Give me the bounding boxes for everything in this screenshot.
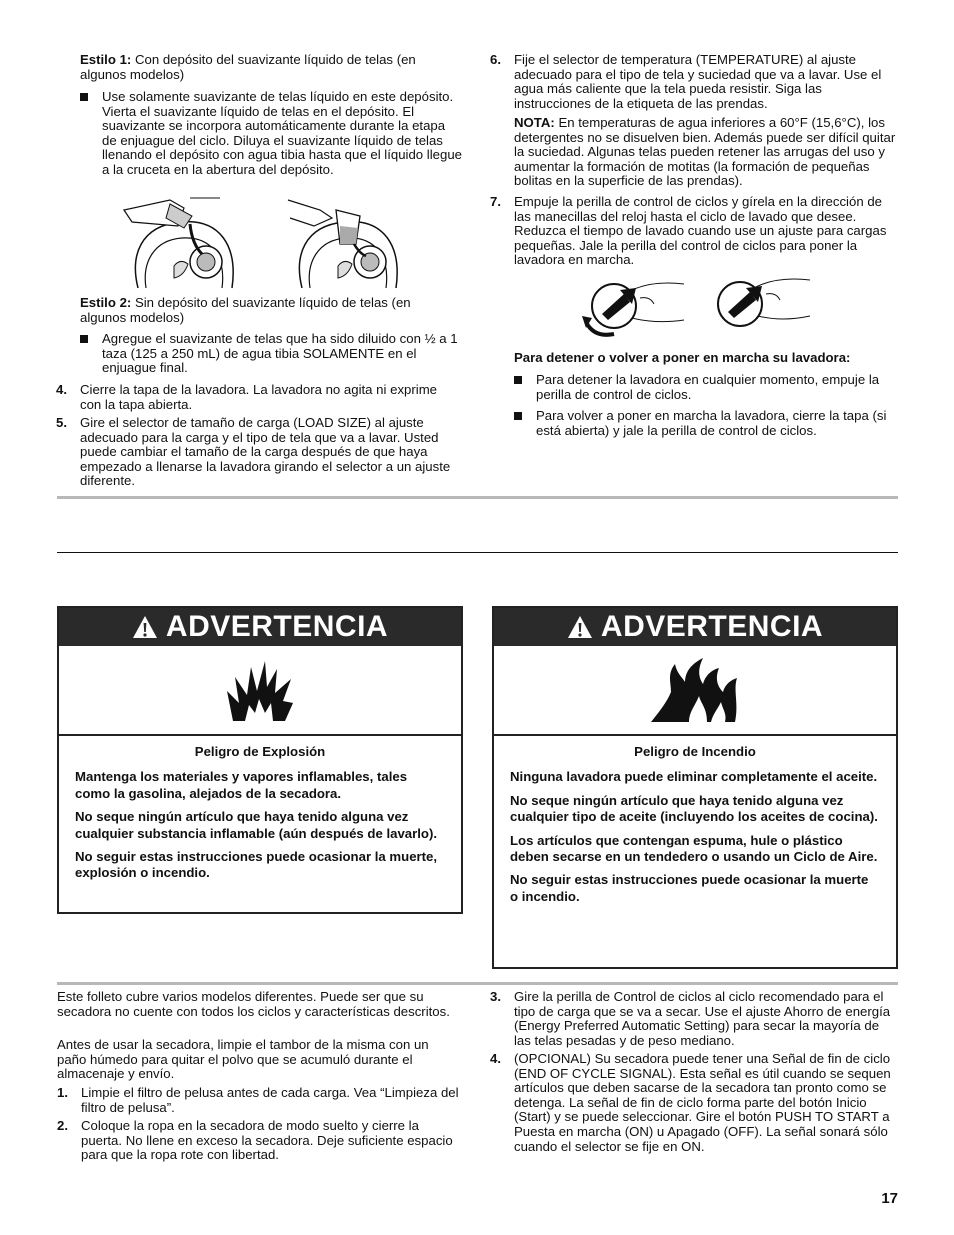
warning-paragraph: No seguir estas instrucciones puede ocasionar la muerte, explosión o incendio. [75,849,438,881]
step-6-washer [490,53,898,111]
nota-text: En temperaturas de agua inferiores a 60°F (15,6°C), los detergentes no se disuelven bien. Además puede ser difícil quitar la suciedad. Algunas telas pueden retener las arrugas del uso y aumentar la formación de motitas (la formación de pequeñas bolitas en la superficie de las prendas). [514,115,896,189]
softener-dispenser-illustration [120,196,240,290]
step-number: 7. [490,194,501,209]
stop-heading: Para detener o volver a poner en marcha su lavadora: [514,350,851,365]
estilo1-label: Estilo 1: [80,52,132,67]
warning-header [59,608,461,646]
bullet-square-icon [514,412,522,420]
estilo1-heading [80,53,460,82]
bullet-square-icon [80,93,88,101]
dryer-clean-drum-paragraph: Antes de usar la secadora, limpie el tambor de la misma con un paño húmedo para quitar el polvo que se acumuló durante el almacenaje y envío. [57,1037,429,1082]
step-number: 4. [490,1051,501,1066]
step-text: Coloque la ropa en la secadora de modo suelto y cierre la puerta. No llene en exceso la secadora. Deje suficiente espacio para que la ropa rote con libertad. [81,1118,453,1163]
step-text: Limpie el filtro de pelusa antes de cada carga. Vea “Limpieza del filtro de pelusa”. [81,1085,459,1115]
knob-pull-illustration [714,272,814,334]
warning-paragraph: Ninguna lavadora puede eliminar completamente el aceite. [510,769,878,785]
warning-paragraph: No seguir estas instrucciones puede ocasionar la muerte o incendio. [510,872,869,904]
step-1-dryer [57,1086,461,1115]
stop-bullet-text: Para detener la lavadora en cualquier momento, empuje la perilla de control de ciclos. [536,372,880,402]
step-text: Empuje la perilla de control de ciclos y gírela en la dirección de las manecillas del reloj hasta el ciclo de lavado que desee. Reduzca el tiempo de lavado cuando use un ajuste para cargas pequeñas. Jale la perilla del control de ciclos para poner la lavadora en marcha. [514,194,887,268]
estilo1-bullet [80,90,462,178]
warning-paragraph: No seque ningún artículo que haya tenido alguna vez cualquier substancia inflamable (aún después de lavarlo). [75,809,438,841]
step-5-washer [56,416,460,489]
estilo2-bullet-text: Agregue el suavizante de telas que ha sido diluido con ½ a 1 taza (125 a 250 mL) de agua tibia SOLAMENTE en el enjuague final. [102,331,458,376]
warning-paragraph: Los artículos que contengan espuma, hule o plástico deben secarse en un tendedero o usando un Ciclo de Aire. [510,832,878,865]
warning-triangle-icon [567,615,593,639]
bullet-square-icon [514,376,522,384]
step-text: Gire el selector de tamaño de carga (LOAD SIZE) al ajuste adecuado para la carga y el tipo de tela que va a lavar. Usted puede cambiar el tamaño de la carga después de que haya empezado a llenarse la lavadora girando el selector a un ajuste diferente. [80,415,451,489]
estilo2-bullet [80,332,462,376]
step-number: 4. [56,382,67,397]
fire-icon [649,656,741,724]
restart-bullet-text: Para volver a poner en marcha la lavadora, cierre la tapa (si está abierta) y jale la perilla de control de ciclos. [536,408,887,438]
section-divider-gray [57,982,898,985]
warning-paragraph: No seque ningún artículo que haya tenido alguna vez cualquier tipo de aceite (incluyendo los aceites de cocina). [510,792,878,825]
warning-title: Peligro de Incendio [634,744,756,759]
estilo2-label: Estilo 2: [80,295,132,310]
step-3-dryer [490,990,896,1048]
warning-body [494,736,896,920]
warning-icon-box [494,646,896,736]
dryer-intro-paragraph: Este folleto cubre varios modelos diferentes. Puede ser que su secadora no cuente con todos los ciclos y características descritos. [57,989,450,1019]
warning-triangle-icon [132,615,158,639]
step-number: 6. [490,52,501,67]
estilo2-heading [80,296,460,325]
warning-title: Peligro de Explosión [194,744,326,759]
knob-push-turn-illustration [580,274,690,344]
nota-paragraph [514,116,898,189]
step-number: 3. [490,989,501,1004]
page-number: 17 [881,1190,898,1207]
nota-label: NOTA: [514,115,555,130]
explosion-icon [225,657,295,723]
softener-measuring-cup-illustration [284,196,404,290]
warning-icon-box [59,646,461,736]
stop-bullet [514,373,898,402]
step-text: (OPCIONAL) Su secadora puede tener una Señal de fin de ciclo (END OF CYCLE SIGNAL). Esta señal es útil cuando se sequen artículos que deben sacarse de la secadora tan pronto como se detenga. La señal de fin de ciclo forma parte del botón Inicio (Start) y se puede seleccionar. Gire el botón PUSH TO START a Puesta en marcha (ON) u Apagado (OFF). La señal sonará sólo cuando el selector se fije en ON. [514,1051,891,1154]
step-number: 2. [57,1118,68,1133]
restart-bullet [514,409,898,438]
step-text: Fije el selector de temperatura (TEMPERATURE) al ajuste adecuado para el tipo de tela y suciedad que va a lavar. Use el agua más caliente que la tela pueda resistir. Siga las instrucciones de la etiqueta de las prendas. [514,52,882,111]
step-text: Cierre la tapa de la lavadora. La lavadora no agita ni exprime con la tapa abierta. [80,382,438,412]
step-2-dryer [57,1119,461,1163]
estilo1-bullet-text: Use solamente suavizante de telas líquido en este depósito. Vierta el suavizante líquido de telas en el depósito. El suavizante se incorpora automáticamente durante la etapa de enjuague del ciclo. Diluya el suavizante líquido de telas llenando el depósito con agua tibia hasta que el líquido llegue a la cruceta en la abertura del depósito. [102,89,463,177]
step-7-washer [490,195,898,268]
section-divider-black [57,552,898,553]
warning-body [59,736,461,897]
step-4-washer [56,383,460,412]
step-number: 5. [56,415,67,430]
warning-header-text: ADVERTENCIA [165,609,389,643]
warning-box-fire [492,606,898,969]
step-4-dryer [490,1052,896,1154]
estilo2-text: Sin depósito del suavizante líquido de telas (en algunos modelos) [80,295,411,325]
estilo1-text: Con depósito del suavizante líquido de telas (en algunos modelos) [80,52,416,82]
section-divider-gray [57,496,898,499]
warning-header [494,608,896,646]
warning-box-explosion [57,606,463,914]
warning-paragraph: Mantenga los materiales y vapores inflamables, tales como la gasolina, alejados de la secadora. [75,769,408,801]
bullet-square-icon [80,335,88,343]
warning-header-text: ADVERTENCIA [600,609,824,643]
step-number: 1. [57,1085,68,1100]
step-text: Gire la perilla de Control de ciclos al ciclo recomendado para el tipo de carga que se va a secar. Use el ajuste Ahorro de energía (Energy Preferred Automatic Setting) para secar la mayoría de las telas pesadas y de peso mediano. [514,989,891,1048]
